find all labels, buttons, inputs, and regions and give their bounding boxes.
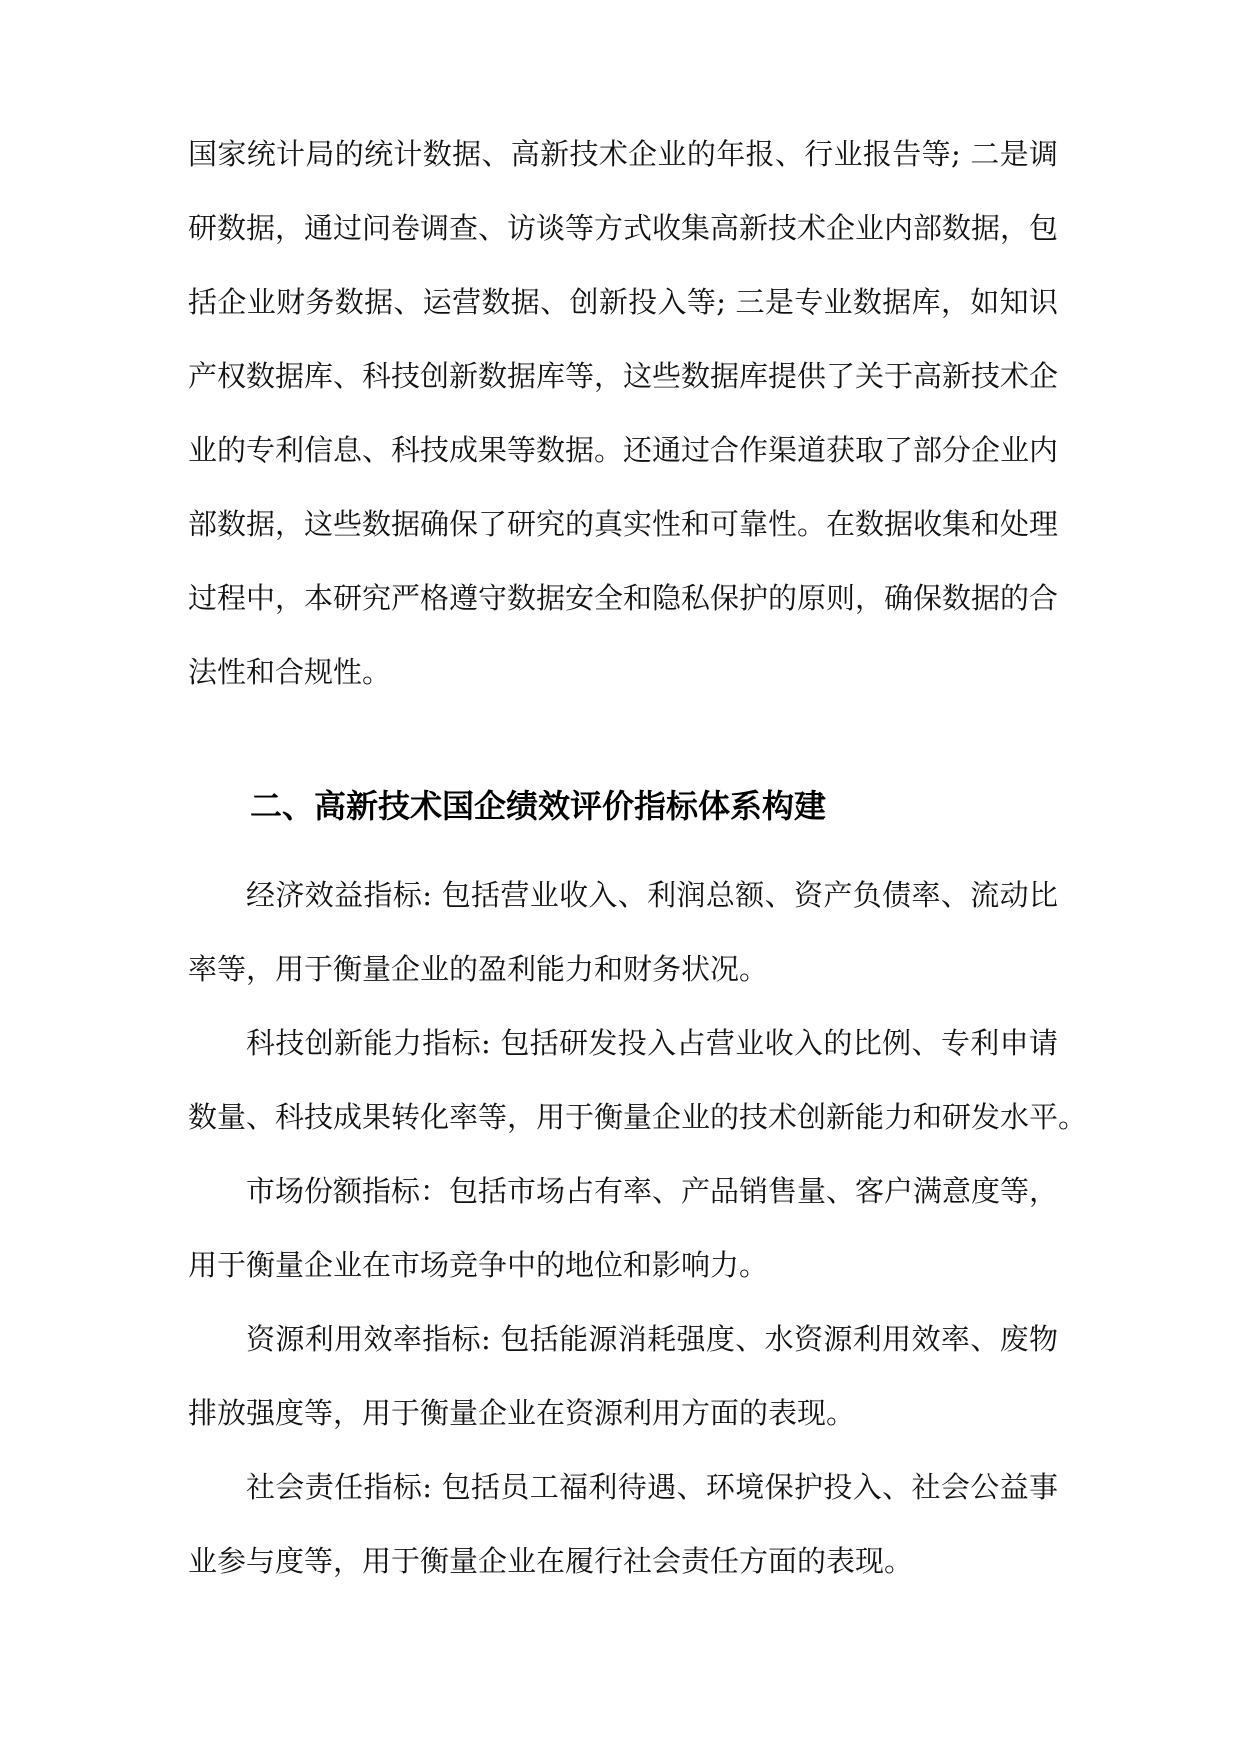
paragraph-line: 社会责任指标: 包括员工福利待遇、环境保护投入、社会公益事: [246, 1470, 1058, 1504]
indicator-social-responsibility: [188, 1450, 1058, 1598]
paragraph-line: 括企业财务数据、运营数据、创新投入等; 三是专业数据库，如知识: [188, 285, 1058, 319]
paragraph-line: 数量、科技成果转化率等，用于衡量企业的技术创新能力和研发水平。: [188, 1100, 1088, 1134]
paragraph-line: 国家统计局的统计数据、高新技术企业的年报、行业报告等; 二是调: [188, 137, 1058, 171]
paragraph-line: 经济效益指标: 包括营业收入、利润总额、资产负债率、流动比: [246, 878, 1058, 912]
indicator-market-share: [188, 1154, 1058, 1302]
indicator-resource-efficiency: [188, 1302, 1058, 1450]
paragraph-line: 过程中，本研究严格遵守数据安全和隐私保护的原则，确保数据的合: [188, 581, 1059, 615]
paragraph-line: 研数据，通过问卷调查、访谈等方式收集高新技术企业内部数据，包: [188, 211, 1059, 245]
paragraph-line: 排放强度等，用于衡量企业在资源利用方面的表现。: [188, 1396, 856, 1430]
paragraph-line: 业的专利信息、科技成果等数据。还通过合作渠道获取了部分企业内: [188, 433, 1059, 467]
paragraph-line: 市场份额指标：包括市场占有率、产品销售量、客户满意度等，: [246, 1174, 1059, 1208]
paragraph-line: 资源利用效率指标: 包括能源消耗强度、水资源利用效率、废物: [246, 1322, 1058, 1356]
paragraph-line: 法性和合规性。: [188, 655, 392, 689]
indicator-innovation: [188, 1006, 1088, 1154]
indicator-economic: [188, 858, 1058, 1006]
paragraph-line: 部数据，这些数据确保了研究的真实性和可靠性。在数据收集和处理: [188, 507, 1059, 541]
paragraph-line: 用于衡量企业在市场竞争中的地位和影响力。: [188, 1248, 769, 1282]
paragraph-line: 业参与度等，用于衡量企业在履行社会责任方面的表现。: [188, 1544, 914, 1578]
paragraph-line: 率等，用于衡量企业的盈利能力和财务状况。: [188, 952, 769, 986]
paragraph-line: 产权数据库、科技创新数据库等，这些数据库提供了关于高新技术企: [188, 359, 1059, 393]
section-heading: 二、高新技术国企绩效评价指标体系构建: [250, 787, 827, 825]
intro-paragraph: [188, 117, 1058, 709]
paragraph-line: 科技创新能力指标: 包括研发投入占营业收入的比例、专利申请: [246, 1026, 1058, 1060]
